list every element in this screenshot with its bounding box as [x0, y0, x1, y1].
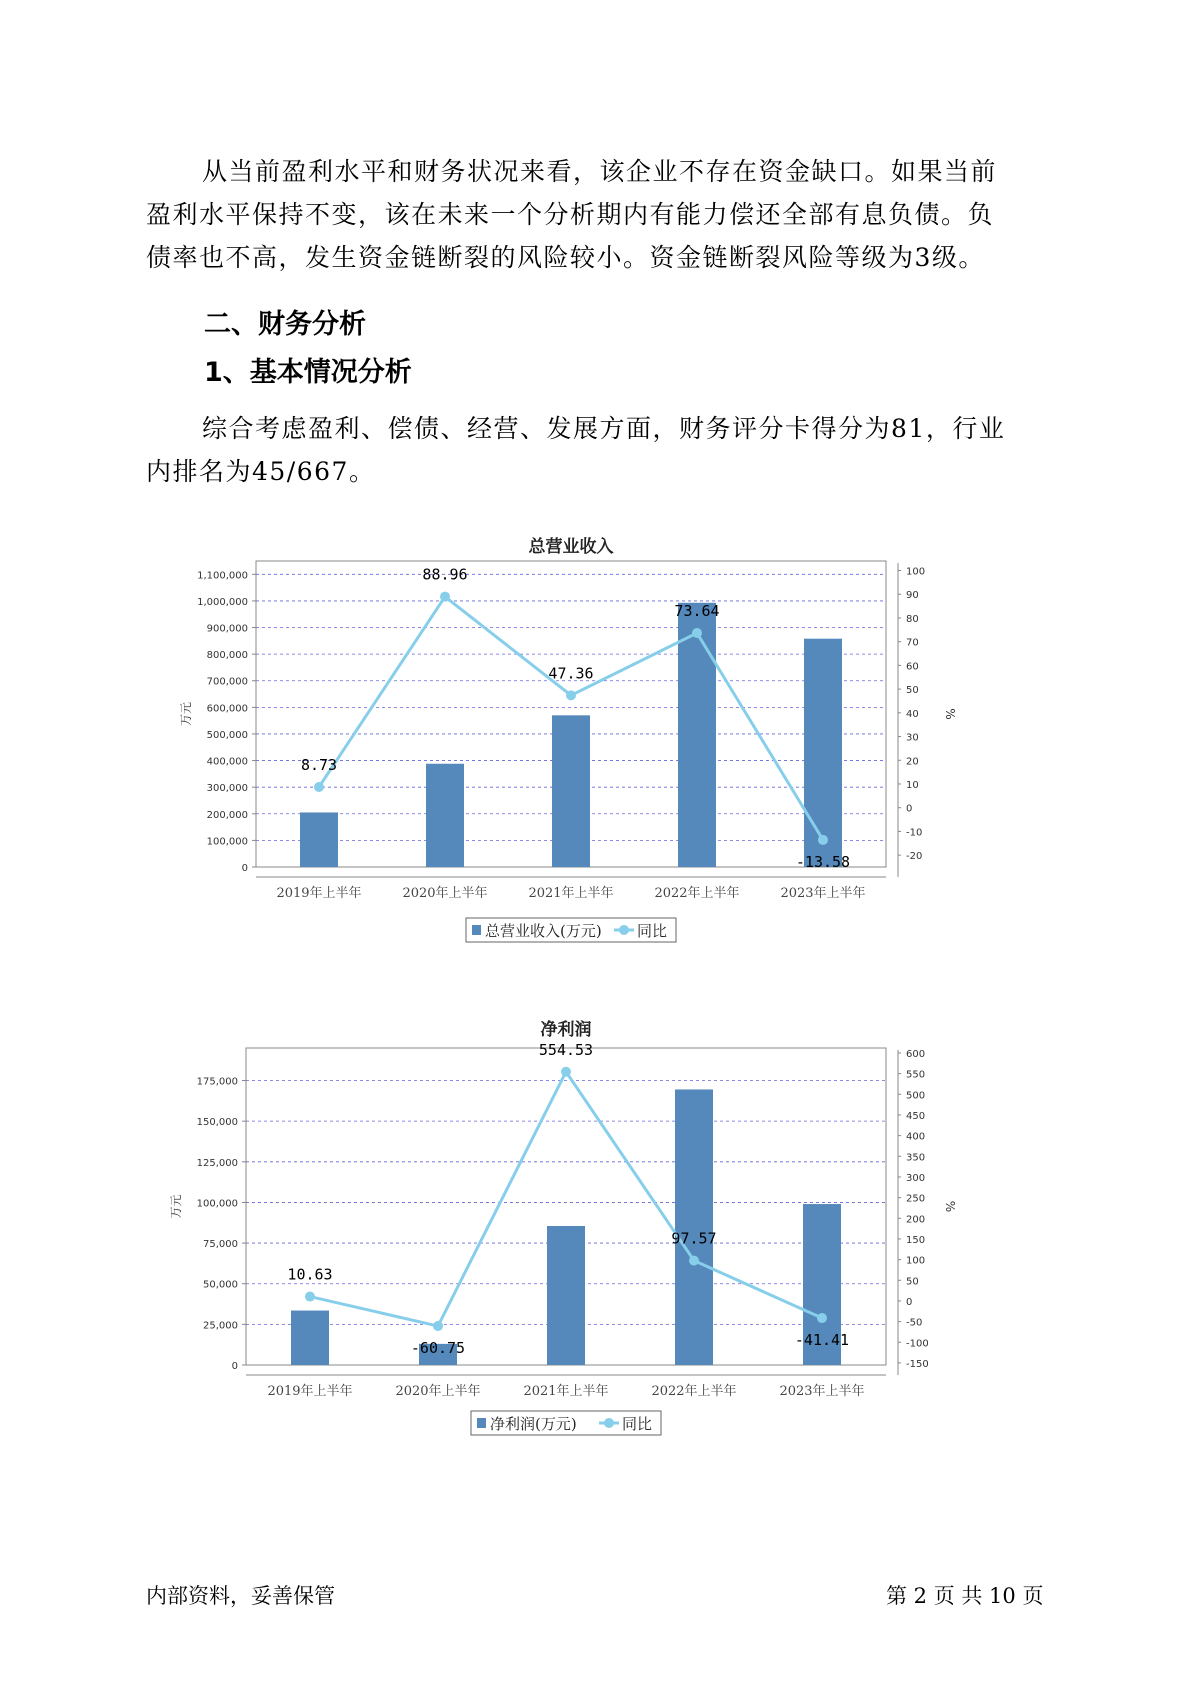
- legend-line-marker: [604, 1418, 614, 1428]
- bar: [291, 1311, 329, 1365]
- x-tick-label: 2021年上半年: [523, 1384, 609, 1399]
- legend-label: 同比: [622, 1415, 653, 1433]
- revenue-chart: [170, 515, 990, 985]
- y-right-axis-label: %: [943, 1200, 957, 1213]
- y-tick-label: 400,000: [206, 756, 248, 768]
- y-right-axis-label: %: [943, 708, 957, 720]
- y-right-tick-label: 250: [906, 1193, 926, 1205]
- y-right-tick-label: 100: [906, 1255, 926, 1267]
- yoy-point: [817, 1313, 827, 1323]
- x-tick-label: 2022年上半年: [651, 1384, 737, 1399]
- y-right-tick-label: -50: [906, 1317, 923, 1329]
- y-tick-label: 25,000: [203, 1320, 238, 1332]
- y-right-tick-label: 100: [906, 566, 926, 578]
- chart-title: 总营业收入: [528, 537, 614, 557]
- y-axis-label: 万元: [169, 1194, 183, 1219]
- section-heading: 二、财务分析: [204, 309, 366, 340]
- y-tick-label: 100,000: [196, 1198, 238, 1210]
- x-tick-label: 2023年上半年: [780, 886, 866, 901]
- y-right-tick-label: 0: [906, 1296, 913, 1308]
- y-tick-label: 100,000: [206, 836, 248, 848]
- y-right-tick-label: 50: [906, 685, 919, 697]
- bar: [552, 715, 590, 867]
- y-right-tick-label: 350: [906, 1152, 926, 1164]
- x-tick-label: 2020年上半年: [402, 886, 488, 901]
- yoy-point: [689, 1256, 699, 1266]
- bar: [804, 639, 842, 867]
- y-right-tick-label: -20: [906, 851, 923, 863]
- legend-label: 总营业收入(万元): [485, 922, 602, 940]
- y-right-tick-label: 200: [906, 1214, 926, 1226]
- y-right-tick-label: 10: [906, 779, 919, 791]
- intro-line: 债率也不高，发生资金链断裂的风险较小。资金链断裂风险等级为3级。: [146, 243, 985, 272]
- intro-line: 从当前盈利水平和财务状况来看，该企业不存在资金缺口。如果当前: [202, 157, 998, 186]
- y-tick-label: 175,000: [196, 1076, 238, 1088]
- y-right-tick-label: 300: [906, 1172, 926, 1184]
- data-label: 47.36: [548, 664, 594, 683]
- x-tick-label: 2022年上半年: [654, 886, 740, 901]
- x-tick-label: 2020年上半年: [395, 1384, 481, 1399]
- y-tick-label: 0: [231, 1361, 238, 1372]
- y-right-tick-label: 500: [906, 1090, 926, 1102]
- legend-bar-swatch: [472, 925, 481, 935]
- yoy-point: [440, 592, 450, 602]
- legend-bar-swatch: [477, 1418, 486, 1428]
- footer-confidential: 内部资料，妥善保管: [146, 1584, 335, 1608]
- y-tick-label: 150,000: [196, 1117, 238, 1129]
- y-tick-label: 800,000: [206, 650, 248, 662]
- y-right-tick-label: 0: [906, 803, 913, 815]
- bar: [547, 1226, 585, 1365]
- legend-label: 净利润(万元): [490, 1415, 577, 1433]
- y-right-tick-label: 450: [906, 1110, 926, 1122]
- yoy-point: [818, 835, 828, 845]
- x-tick-label: 2019年上半年: [267, 1384, 353, 1399]
- y-right-tick-label: -10: [906, 827, 923, 839]
- y-right-tick-label: 50: [906, 1276, 919, 1288]
- yoy-point: [433, 1321, 443, 1331]
- y-right-tick-label: 70: [906, 637, 919, 649]
- y-tick-label: 600,000: [206, 703, 248, 715]
- data-label: 88.96: [422, 565, 468, 584]
- y-tick-label: 300,000: [206, 783, 248, 795]
- y-tick-label: 700,000: [206, 676, 248, 688]
- chart-title: 净利润: [540, 1020, 592, 1040]
- y-right-tick-label: 150: [906, 1234, 926, 1246]
- y-tick-label: 500,000: [206, 729, 248, 741]
- data-label: 73.64: [674, 602, 720, 621]
- summary-paragraph: [146, 407, 1046, 493]
- net-profit-chart: [170, 1015, 990, 1485]
- y-right-tick-label: 400: [906, 1131, 926, 1143]
- subsection-heading: 1、基本情况分析: [204, 357, 412, 388]
- legend-label: 同比: [637, 922, 668, 940]
- x-tick-label: 2019年上半年: [276, 886, 362, 901]
- yoy-point: [566, 690, 576, 700]
- y-right-tick-label: 550: [906, 1069, 926, 1081]
- yoy-point: [692, 628, 702, 638]
- bar: [675, 1089, 713, 1365]
- summary-line: 内排名为45/667。: [146, 457, 376, 486]
- legend-line-marker: [619, 925, 629, 935]
- x-tick-label: 2023年上半年: [779, 1384, 865, 1399]
- y-tick-label: 1,100,000: [197, 570, 248, 582]
- y-tick-label: 50,000: [203, 1279, 238, 1291]
- yoy-point: [561, 1067, 571, 1077]
- bar: [678, 603, 716, 867]
- data-label: -60.75: [410, 1339, 466, 1358]
- y-right-tick-label: 40: [906, 708, 919, 720]
- y-tick-label: 900,000: [206, 623, 248, 635]
- intro-paragraph: [146, 150, 1046, 279]
- footer-page-number: 第 2 页 共 10 页: [886, 1584, 1044, 1608]
- y-tick-label: 75,000: [203, 1239, 238, 1251]
- intro-line: 盈利水平保持不变，该在未来一个分析期内有能力偿还全部有息负债。负: [146, 200, 995, 229]
- yoy-point: [305, 1292, 315, 1302]
- data-label: 554.53: [538, 1040, 594, 1059]
- y-right-tick-label: -150: [906, 1358, 929, 1370]
- data-label: 10.63: [287, 1265, 333, 1284]
- y-tick-label: 200,000: [206, 809, 248, 821]
- y-right-tick-label: 30: [906, 732, 919, 744]
- bar: [426, 764, 464, 867]
- y-right-tick-label: 600: [906, 1048, 926, 1060]
- y-right-tick-label: 20: [906, 756, 919, 768]
- y-tick-label: 125,000: [196, 1157, 238, 1169]
- y-axis-label: 万元: [179, 701, 193, 727]
- data-label: 97.57: [671, 1229, 717, 1248]
- y-tick-label: 0: [241, 863, 248, 874]
- y-right-tick-label: 90: [906, 590, 919, 602]
- y-tick-label: 1,000,000: [197, 596, 248, 608]
- y-right-tick-label: -100: [906, 1338, 929, 1350]
- data-label: -13.58: [795, 852, 851, 871]
- y-right-tick-label: 60: [906, 661, 919, 673]
- data-label: -41.41: [794, 1331, 850, 1350]
- y-right-tick-label: 80: [906, 613, 919, 625]
- bar: [300, 812, 338, 867]
- x-tick-label: 2021年上半年: [528, 886, 614, 901]
- data-label: 8.73: [300, 755, 338, 774]
- yoy-point: [314, 782, 324, 792]
- summary-line: 综合考虑盈利、偿债、经营、发展方面，财务评分卡得分为81，行业: [202, 414, 1006, 443]
